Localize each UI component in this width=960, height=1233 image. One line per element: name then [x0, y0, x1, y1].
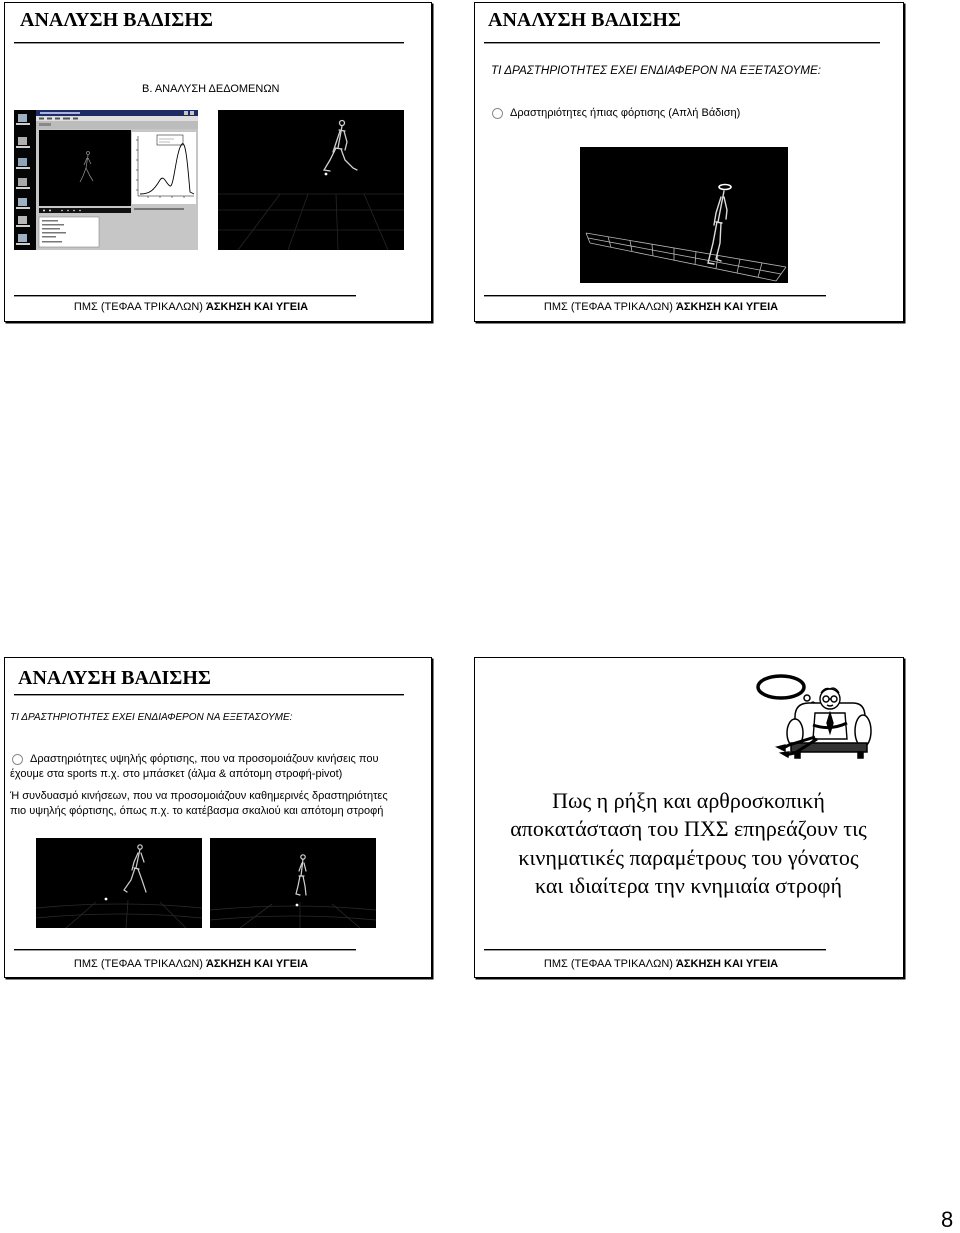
paragraph-line-1: Ή συνδυασμό κινήσεων, που να προσομοιάζουν καθημερινές δραστηριότητες	[10, 790, 388, 802]
footer-institution: ΠΜΣ (ΤΕΦΑΑ ΤΡΙΚΑΛΩΝ)	[73, 958, 203, 970]
statement-line-1: Πως η ρήξη και αρθροσκοπική	[552, 788, 825, 813]
slide-footer	[15, 300, 367, 314]
slide-title: ΑΝΑΛΥΣΗ ΒΑΔΙΣΗΣ	[20, 9, 213, 31]
bullet-text-line-2: έχουμε στα sports π.χ. στο μπάσκετ (άλμα & απότομη στροφή-pivot)	[10, 768, 343, 780]
slide-2	[474, 2, 904, 322]
footer-institution: ΠΜΣ (ΤΕΦΑΑ ΤΡΙΚΑΛΩΝ)	[543, 958, 673, 970]
application-window	[36, 110, 198, 250]
slide-footer	[15, 957, 367, 971]
title-rule	[14, 42, 404, 43]
page-number: 8	[941, 1207, 954, 1232]
slide-3	[4, 657, 432, 978]
statement-line-4: και ιδιαίτερα την κνημιαία στροφή	[535, 873, 842, 898]
footer-program: ΆΣΚΗΣΗ ΚΑΙ ΥΓΕΙΑ	[675, 958, 779, 970]
statement-line-3: κινηματικές παραμέτρους του γόνατος	[518, 845, 859, 870]
slide-subtitle: Β. ΑΝΑΛΥΣΗ ΔΕΔΟΜΕΝΩΝ	[142, 83, 280, 95]
footer-rule	[14, 295, 356, 296]
software-screenshot	[14, 110, 198, 250]
bullet-text: Δραστηριότητες ήπιας φόρτισης (Απλή Βάδιση)	[510, 107, 741, 119]
footer-institution: ΠΜΣ (ΤΕΦΑΑ ΤΡΙΚΑΛΩΝ)	[543, 301, 673, 313]
slide-question: ΤΙ ΔΡΑΣΤΗΡΙΟΤΗΤΕΣ ΕΧΕΙ ΕΝΔΙΑΦΕΡΟΝ ΝΑ ΕΞΕΤΑΣΟΥΜΕ:	[491, 64, 822, 77]
bullet-circle-icon	[12, 754, 23, 765]
jump-skeleton-frame	[36, 838, 202, 928]
footer-rule	[14, 949, 356, 950]
walking-skeleton-frame	[580, 147, 788, 283]
slide-footer	[485, 300, 837, 314]
footer-rule	[484, 949, 826, 950]
slide-4	[474, 657, 904, 978]
footer-program: ΆΣΚΗΣΗ ΚΑΙ ΥΓΕΙΑ	[205, 958, 309, 970]
paragraph-line-2: πιο υψηλής φόρτισης, όπως π.χ. το κατέβασμα σκαλιού και απότομη στροφή	[10, 805, 384, 817]
statement-line-2: αποκατάσταση του ΠΧΣ επηρεάζουν τις	[510, 816, 867, 841]
footer-program: ΆΣΚΗΣΗ ΚΑΙ ΥΓΕΙΑ	[675, 301, 779, 313]
slide-1	[4, 2, 432, 322]
skeleton-animation-frame	[218, 110, 404, 250]
footer-program: ΆΣΚΗΣΗ ΚΑΙ ΥΓΕΙΑ	[205, 301, 309, 313]
step-down-skeleton-frame	[210, 838, 376, 928]
slide-title: ΑΝΑΛΥΣΗ ΒΑΔΙΣΗΣ	[488, 9, 681, 31]
footer-rule	[484, 295, 826, 296]
bullet-circle-icon	[492, 108, 503, 119]
title-rule	[484, 42, 880, 43]
slide-question: ΤΙ ΔΡΑΣΤΗΡΙΟΤΗΤΕΣ ΕΧΕΙ ΕΝΔΙΑΦΕΡΟΝ ΝΑ ΕΞΕΤΑΣΟΥΜΕ:	[10, 712, 293, 723]
thinking-man-icon	[755, 667, 879, 759]
title-rule	[14, 694, 404, 695]
bullet-text-line-1: Δραστηριότητες υψηλής φόρτισης, που να προσομοιάζουν κινήσεις που	[30, 753, 379, 765]
footer-institution: ΠΜΣ (ΤΕΦΑΑ ΤΡΙΚΑΛΩΝ)	[73, 301, 203, 313]
slide-footer	[485, 957, 837, 971]
slide-title: ΑΝΑΛΥΣΗ ΒΑΔΙΣΗΣ	[18, 667, 211, 689]
